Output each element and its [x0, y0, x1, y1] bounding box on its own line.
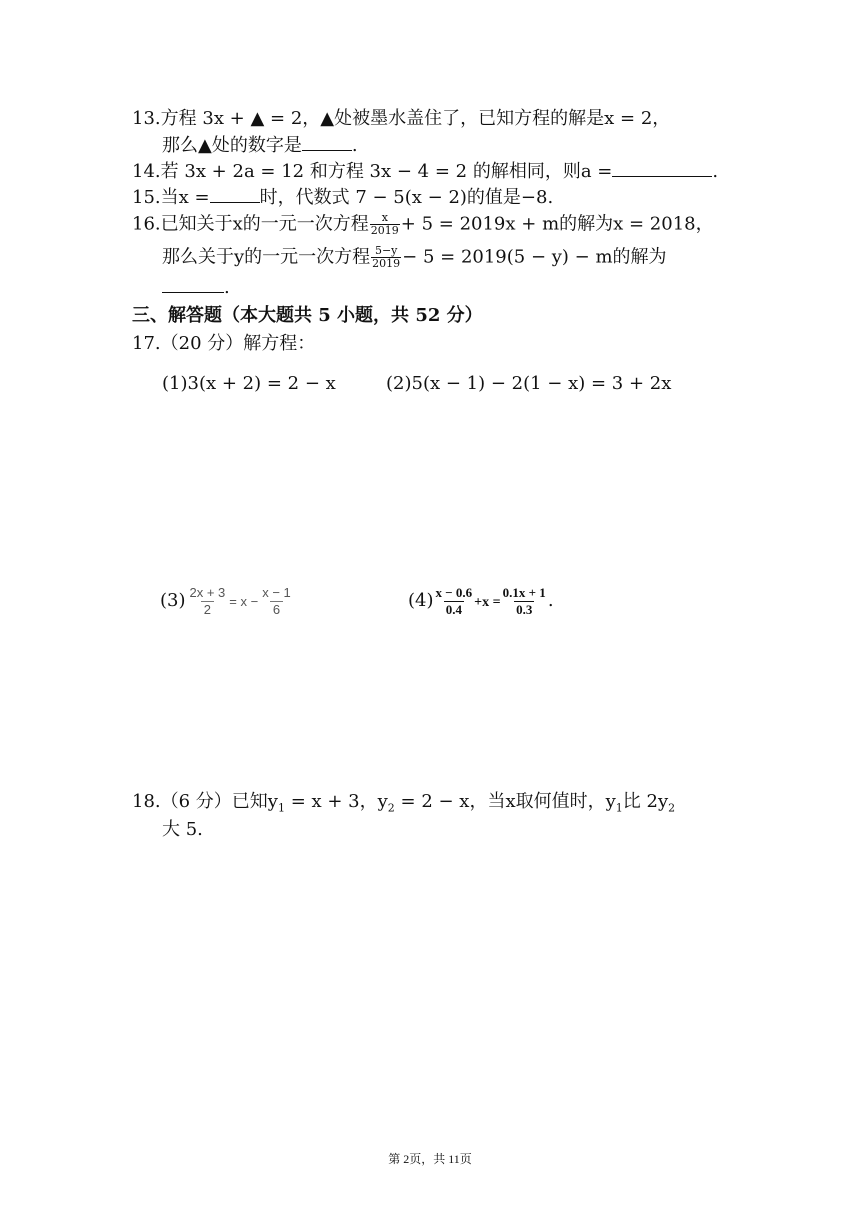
q16-number: 16. — [132, 213, 161, 235]
answer-blank — [210, 184, 260, 203]
period: . — [547, 590, 554, 611]
q14-line — [132, 158, 718, 184]
fraction — [190, 585, 226, 618]
fraction-numerator: 2x + 3 — [189, 584, 226, 600]
fraction-denominator: 2019 — [372, 257, 401, 270]
q17-part2: (2)5(x − 1) − 2(1 − x) = 3 + 2x — [386, 373, 672, 394]
page-footer: 第 2页，共 11页 — [388, 1152, 472, 1166]
q18-line1 — [132, 790, 675, 821]
q13-text: 方程 3x + ▲ = 2，▲处被墨水盖住了，已知方程的解是x = 2， — [160, 108, 671, 129]
q16-line2 — [162, 245, 667, 270]
part-label: (3) — [160, 590, 186, 611]
q18-text-b: = x + 3，y — [284, 791, 388, 812]
fraction — [371, 245, 401, 270]
q16-period: . — [224, 277, 230, 298]
q15-text-b: 时，代数式 7 − 5(x − 2)的值是−8. — [259, 187, 554, 208]
q13-line1 — [132, 107, 670, 131]
q17-header: 17.（20 分）解方程： — [132, 333, 316, 354]
fraction — [262, 585, 291, 618]
q18-text-a: 18.（6 分）已知y — [132, 791, 278, 812]
fraction-denominator: 2019 — [370, 224, 399, 237]
subscript: 2 — [668, 801, 676, 815]
q18-line2: 大 5. — [162, 819, 203, 840]
equation-middle: = x − — [229, 594, 259, 609]
q16-text-1b: + 5 = 2019x + m的解为x = 2018， — [400, 213, 714, 235]
q17-part4 — [408, 584, 554, 620]
q13-text-2: 那么▲处的数字是 — [162, 135, 302, 156]
subscript: 1 — [277, 801, 285, 815]
q16-text-1a: 已知关于x的一元一次方程 — [160, 213, 369, 235]
q18-text-c: = 2 − x，当x取何值时，y — [394, 791, 616, 812]
q15-text-a: 当x = — [160, 187, 210, 208]
q18-text-d: 比 2y — [622, 791, 669, 812]
q16-line1 — [132, 212, 714, 237]
q16-text-2b: − 5 = 2019(5 − y) − m的解为 — [402, 246, 667, 268]
fraction-numerator: x − 0.6 — [435, 584, 473, 600]
q16-text-2a: 那么关于y的一元一次方程 — [162, 246, 371, 268]
fraction-numerator: x — [381, 211, 388, 224]
equation-middle: +x = — [474, 595, 501, 610]
subscript: 1 — [615, 801, 623, 815]
section-heading: 三、解答题（本大题共 5 小题，共 52 分） — [132, 305, 483, 326]
q17-part3 — [160, 584, 295, 619]
fraction-numerator: x − 1 — [262, 584, 291, 600]
answer-blank — [302, 132, 352, 151]
fraction-denominator: 6 — [270, 601, 283, 618]
q15-line — [132, 184, 553, 210]
fraction — [503, 585, 546, 618]
fraction — [436, 585, 473, 618]
subscript: 2 — [387, 801, 395, 815]
fraction-denominator: 0.3 — [516, 601, 533, 617]
q14-number: 14. — [132, 161, 161, 182]
fraction — [370, 212, 400, 237]
q14-text: 若 3x + 2a = 12 和方程 3x − 4 = 2 的解相同，则a = — [160, 161, 613, 182]
fraction-denominator: 0.4 — [445, 601, 462, 617]
fraction-denominator: 2 — [201, 601, 214, 618]
fraction-numerator: 5−y — [374, 244, 398, 257]
answer-blank — [612, 158, 712, 177]
q13-period: . — [351, 135, 358, 156]
q17-part1: (1)3(x + 2) = 2 − x — [162, 373, 336, 394]
part-label: (4) — [408, 590, 434, 611]
answer-blank — [162, 274, 224, 293]
fraction-numerator: 0.1x + 1 — [502, 584, 546, 600]
q16-line3 — [162, 274, 230, 300]
q15-number: 15. — [132, 187, 161, 208]
q14-period: . — [712, 161, 719, 182]
q13-number: 13. — [132, 108, 161, 129]
q13-line2 — [162, 132, 358, 158]
